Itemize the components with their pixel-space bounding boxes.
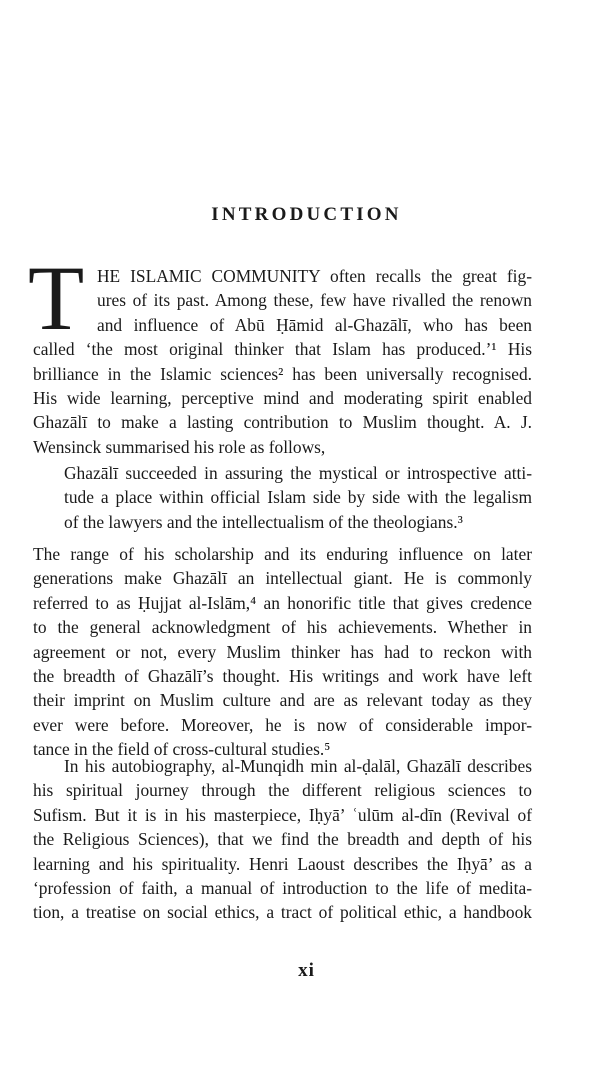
paragraph-1 (33, 264, 532, 459)
paragraph-3-line-5: learning and his spirituality. Henri Laoust describes the Iḥyā’ as a (33, 853, 532, 874)
quote-line-2: tude a place within official Islam side by side with the legalism (64, 487, 532, 508)
quote-line-1: Ghazālī succeeded in assuring the mystical or introspective atti- (64, 463, 532, 483)
paragraph-1-line-2: ures of its past. Among these, few have rivalled the renown (97, 290, 532, 311)
paragraph-1-line-7: Ghazālī to make a lasting contribution to Muslim thought. A. J. (33, 412, 532, 433)
paragraph-1-line-3: and influence of Abū Ḥāmid al-Ghazālī, who has been (97, 314, 532, 335)
paragraph-3-line-6: ‘profession of faith, a manual of introduction to the life of medita- (33, 878, 532, 899)
chapter-heading: INTRODUCTION (211, 204, 402, 225)
paragraph-2-line-4: to the general acknowledgment of his achievements. Whether in (33, 617, 532, 638)
block-quote (64, 461, 532, 534)
paragraph-2-line-3: referred to as Ḥujjat al-Islām,⁴ an honorific title that gives credence (33, 592, 532, 613)
paragraph-1-line-5: brilliance in the Islamic sciences² has been universally recognised. (33, 363, 532, 384)
drop-cap-letter: T (28, 247, 85, 349)
quote-line-3: of the lawyers and the intellectualism of the theologians.³ (64, 511, 463, 532)
paragraph-3-line-3: Sufism. But it is in his masterpiece, Iḥyā’ ʿulūm al-dīn (Revival of (33, 804, 532, 825)
page-number: xi (298, 960, 315, 981)
paragraph-1-line-8: Wensinck summarised his role as follows, (33, 436, 326, 457)
paragraph-3-line-2: his spiritual journey through the different religious sciences to (33, 780, 532, 801)
paragraph-2 (33, 542, 532, 762)
paragraph-1-line-1: HE ISLAMIC COMMUNITY often recalls the great fig- (97, 266, 532, 286)
paragraph-2-line-5: agreement or not, every Muslim thinker has had to reckon with (33, 641, 532, 662)
paragraph-3-line-4: the Religious Sciences), that we find the breadth and depth of his (33, 829, 532, 850)
paragraph-2-line-6: the breadth of Ghazālī’s thought. His writings and work have left (33, 666, 532, 687)
paragraph-3 (33, 754, 532, 925)
paragraph-3-line-7: tion, a treatise on social ethics, a tract of political ethic, a handbook (33, 902, 532, 923)
paragraph-2-line-8: ever were before. Moreover, he is now of considerable impor- (33, 714, 532, 735)
paragraph-2-line-1: The range of his scholarship and its enduring influence on later (33, 544, 532, 564)
paragraph-2-line-7: their imprint on Muslim culture and are as relevant today as they (33, 690, 532, 711)
paragraph-1-line-6: His wide learning, perceptive mind and moderating spirit enabled (33, 388, 532, 409)
paragraph-2-line-9: tance in the field of cross-cultural studies.⁵ (33, 739, 331, 760)
paragraph-2-line-2: generations make Ghazālī an intellectual giant. He is commonly (33, 568, 532, 589)
paragraph-1-line-4: called ‘the most original thinker that Islam has produced.’¹ His (33, 339, 532, 360)
paragraph-3-line-1: In his autobiography, al-Munqidh min al-ḍalāl, Ghazālī describes (64, 756, 532, 776)
